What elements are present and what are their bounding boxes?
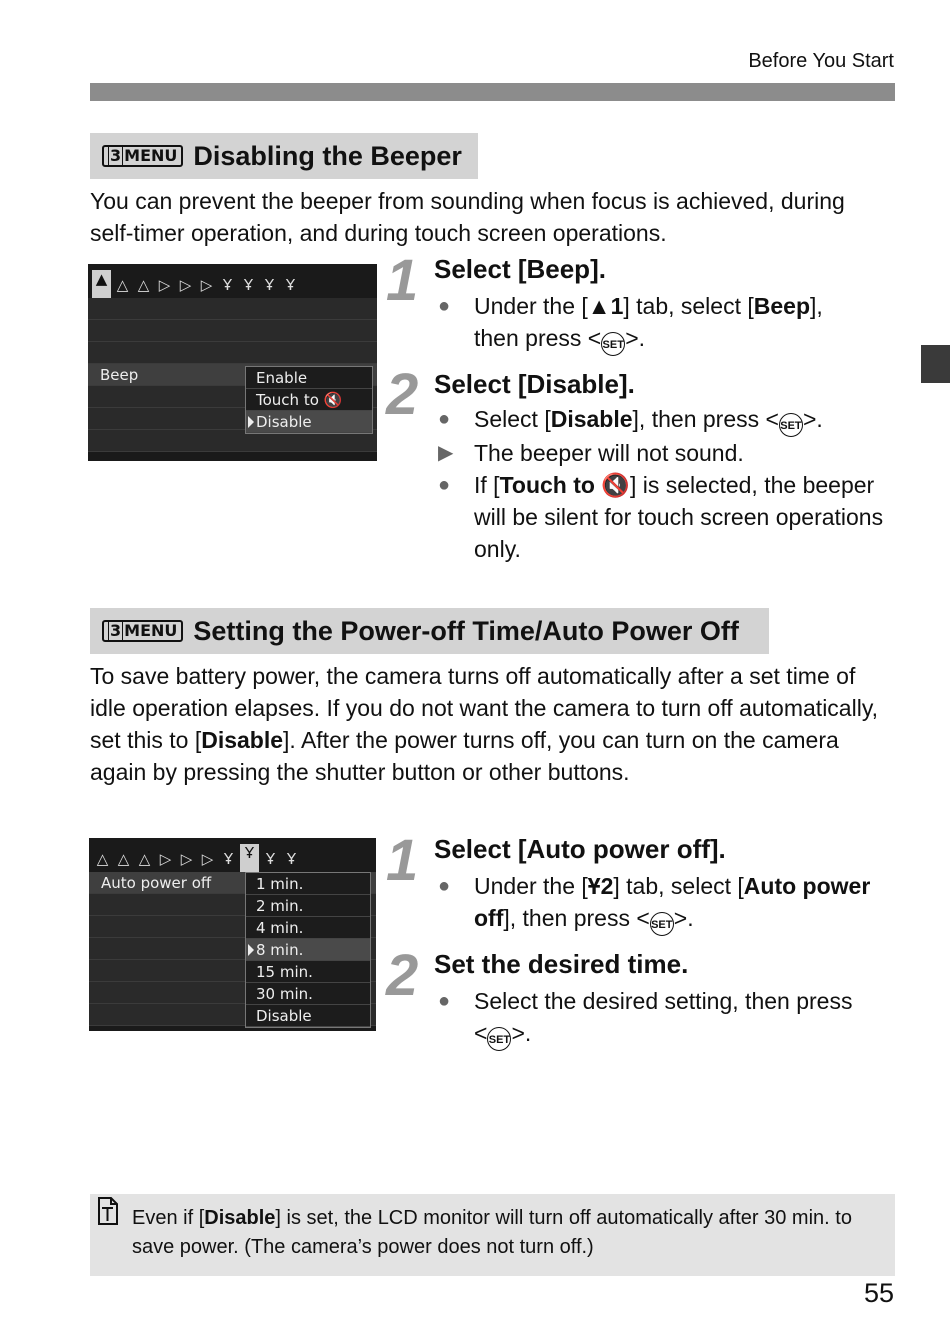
note-text: Even if [Disable] is set, the LCD monitor will turn off automatically after 30 min. to save power. (The camera’s power does not turn off.) [132,1207,852,1258]
step-title: Set the desired time. [434,949,689,979]
camera-screen-auto-power-off [89,838,376,1031]
step-bullet: ● Under the [Ұ2] tab, select [Auto power off], then press <SET>. [434,870,904,936]
camera-tab-icon: △ [117,850,130,868]
wrench-tab-icon: Ұ [223,850,234,868]
set-button-icon: SET [650,912,674,936]
beep-options [245,366,373,434]
wrench-tab-icon: Ұ [222,276,233,294]
wrench-tab-icon: Ұ [264,276,275,294]
power-intro: To save battery power, the camera turns off automatically after a set time of idle operation elapses. If you do not want the camera to turn off automatically, set this to [Disable]. After the power turns off, you can turn on the camera again by pressing the shutter button or other buttons. [90,663,878,785]
speaker-muted-icon: 🔇 [601,472,630,498]
bullet-dot-icon: ● [438,474,451,496]
menu-tab-bar [89,838,376,872]
beeper-intro: You can prevent the beeper from sounding when focus is achieved, during self-timer operation, and during touch screen operations. [90,188,845,246]
section-title: Setting the Power-off Time/Auto Power Off [193,615,739,646]
step-beep [434,254,904,356]
camera-screen-beep-menu [88,264,377,461]
menu-row [88,342,377,364]
option-2-min: 2 min. [246,895,370,917]
camera-tab-icon: ▲ [587,293,611,319]
wrench-tab-icon: Ұ [265,850,276,868]
step-title: Select [Disable]. [434,369,635,399]
running-header: Before You Start [748,50,894,72]
option-touch-to: Touch to 🔇 [246,389,372,411]
result-arrow-icon: ▶ [438,442,454,464]
wrench-tab-icon: Ұ [240,844,259,872]
menu-row-auto-power-off: Auto power off [89,872,376,894]
playback-tab-icon: ▷ [159,850,172,868]
step-number: 2 [386,362,419,427]
section-title: Disabling the Beeper [193,140,462,171]
note-box [90,1194,895,1276]
option-30-min: 30 min. [246,983,370,1005]
camera-tab-icon: △ [96,850,109,868]
wrench-tab-icon: Ұ [285,276,296,294]
power-off-options [245,872,371,1028]
step-auto-power-off [434,834,904,936]
page-number: 55 [863,1278,894,1308]
option-8-min: 8 min. [246,939,370,961]
wrench-tab-icon: Ұ [243,276,254,294]
menu-row-beep: Beep [88,364,377,386]
step-title: Select [Auto power off]. [434,834,726,864]
bullet-dot-icon: ● [438,295,451,317]
chapter-tab-marker [921,345,950,383]
set-button-icon: SET [487,1027,511,1051]
memo-icon [97,1197,119,1225]
wrench-tab-icon: Ұ [587,873,601,899]
set-button-icon: SET [779,413,803,437]
option-disable: Disable [246,1005,370,1027]
menu-row [88,298,377,320]
camera-tab-icon: △ [116,276,129,294]
menu-tab-bar [88,264,377,298]
playback-tab-icon: ▷ [200,276,213,294]
camera-tab-icon: △ [138,850,151,868]
step-title: Select [Beep]. [434,254,606,284]
step-number: 2 [386,943,419,1008]
set-button-icon: SET [601,332,625,356]
step-bullet: ● If [Touch to 🔇] is selected, the beeper will be silent for touch screen operations only. [434,469,904,565]
playback-tab-icon: ▷ [158,276,171,294]
step-number: 1 [386,828,419,893]
bullet-dot-icon: ● [438,408,451,430]
header-rule [90,83,895,101]
option-4-min: 4 min. [246,917,370,939]
bullet-dot-icon: ● [438,875,451,897]
wrench-tab-icon: Ұ [286,850,297,868]
step-bullet: ● Select the desired setting, then press <SET>. [434,985,904,1051]
step-set-time [434,949,904,1051]
menu-icon: 3 MENU [102,145,183,167]
section-heading-power-off [90,608,769,654]
step-bullet: ● Select [Disable], then press <SET>. [434,403,904,437]
step-bullet: ● Under the [▲1] tab, select [Beep], then press <SET>. [434,290,904,356]
bullet-dot-icon: ● [438,990,451,1012]
option-enable: Enable [246,367,372,389]
option-disable: Disable [246,411,372,433]
menu-row [88,320,377,342]
step-result: ▶ The beeper will not sound. [434,437,904,469]
playback-tab-icon: ▷ [201,850,214,868]
camera-tab-icon: ▲ [92,270,111,298]
section-heading-beeper [90,133,478,179]
step-disable [434,369,904,565]
option-15-min: 15 min. [246,961,370,983]
menu-icon: 3 MENU [102,620,183,642]
step-number: 1 [386,248,419,313]
camera-tab-icon: △ [137,276,150,294]
speaker-muted-icon: 🔇 [323,391,343,409]
option-1-min: 1 min. [246,873,370,895]
playback-tab-icon: ▷ [179,276,192,294]
playback-tab-icon: ▷ [180,850,193,868]
